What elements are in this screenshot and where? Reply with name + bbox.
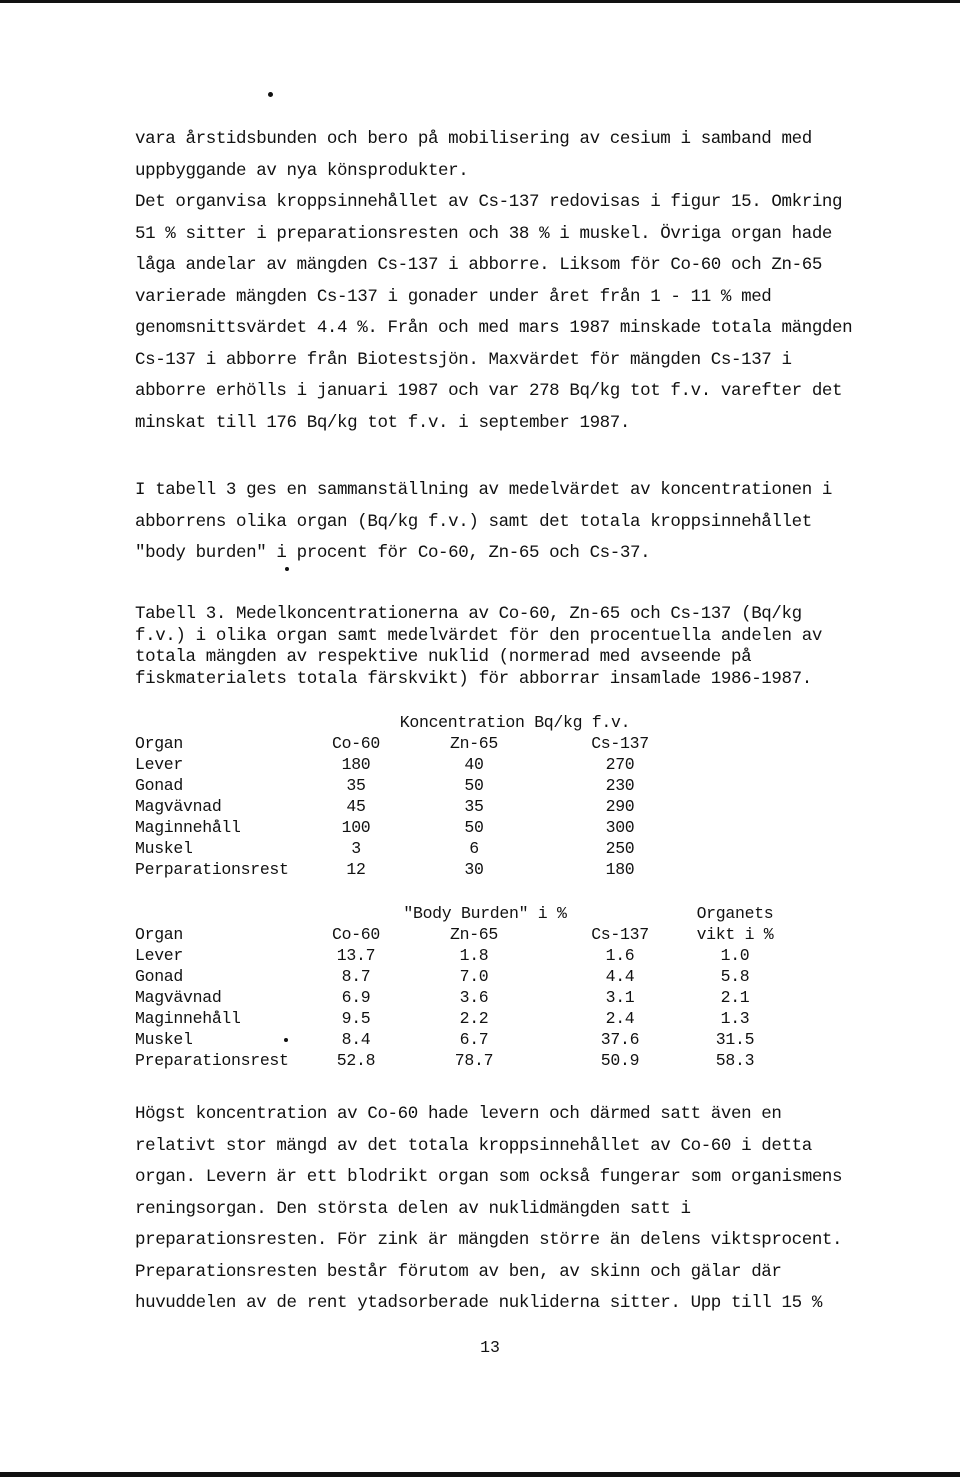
- table-cell: 50: [464, 818, 484, 837]
- table-row: [0, 987, 960, 1008]
- text-line: I tabell 3 ges en sammanställning av medelvärdet av koncentrationen i: [135, 480, 833, 500]
- table-cell: 230: [605, 776, 635, 795]
- table-cell: 6.7: [459, 1030, 489, 1049]
- table-cell: 250: [605, 839, 635, 858]
- column-header: Organ: [135, 925, 184, 944]
- table-header-row: [0, 924, 960, 945]
- table-cell: Lever: [135, 755, 184, 774]
- caption-line: f.v.) i olika organ samt medelvärdet för den procentuella andelen av: [135, 625, 822, 646]
- table-cell: 8.7: [341, 967, 371, 986]
- table-cell: Maginnehåll: [135, 1009, 241, 1028]
- table-cell: 180: [605, 860, 635, 879]
- paragraph-3: [135, 1099, 875, 1320]
- table-cell: 12: [346, 860, 366, 879]
- table-cell: 35: [464, 797, 484, 816]
- table-cell: Gonad: [135, 776, 184, 795]
- table-cell: 45: [346, 797, 366, 816]
- table-cell: 5.8: [720, 967, 750, 986]
- table-cell: 3.1: [605, 988, 635, 1007]
- table-caption: [135, 604, 875, 690]
- table-row: [0, 817, 960, 838]
- text-line: abborrens olika organ (Bq/kg f.v.) samt det totala kroppsinnehållet: [135, 511, 812, 532]
- table-cell: Perparationsrest: [135, 860, 289, 879]
- paragraph-1: [135, 124, 875, 439]
- table-cell: 40: [464, 755, 484, 774]
- table-cell: 30: [464, 860, 484, 879]
- table-cell: Muskel: [135, 839, 193, 858]
- column-header: Zn-65: [449, 734, 498, 753]
- table-cell: Preparationsrest: [135, 1051, 289, 1070]
- text-line: Preparationsresten består förutom av ben, av skinn och gälar där: [135, 1261, 782, 1282]
- table-cell: 270: [605, 755, 635, 774]
- table-row: [0, 1029, 960, 1050]
- text-line: minskat till 176 Bq/kg tot f.v. i september 1987.: [135, 412, 630, 433]
- table-cell: 1.3: [720, 1009, 750, 1028]
- column-header: Co-60: [331, 734, 380, 753]
- table-cell: 13.7: [336, 946, 376, 965]
- table-cell: 2.2: [459, 1009, 489, 1028]
- table-row: [0, 775, 960, 796]
- table-group-header-row: [0, 903, 960, 924]
- table-cell: 58.3: [715, 1051, 755, 1070]
- table-group-header-row: [0, 712, 960, 733]
- table-row: [0, 1050, 960, 1071]
- text-line: genomsnittsvärdet 4.4 %. Från och med mars 1987 minskade totala mängden: [135, 318, 853, 338]
- table-cell: Lever: [135, 946, 184, 965]
- table-cell: 50.9: [600, 1051, 640, 1070]
- table-cell: Magvävnad: [135, 797, 222, 816]
- text-line: organ. Levern är ett blodrikt organ som också fungerar som organismens: [135, 1167, 843, 1187]
- text-line: relativt stor mängd av det totala kroppsinnehållet av Co-60 i detta: [135, 1135, 812, 1156]
- table-cell: 2.1: [720, 988, 750, 1007]
- table-cell: 6.9: [341, 988, 371, 1007]
- table-row: [0, 859, 960, 880]
- table-cell: 290: [605, 797, 635, 816]
- table-cell: 300: [605, 818, 635, 837]
- column-header: Zn-65: [449, 925, 498, 944]
- table-cell: 35: [346, 776, 366, 795]
- stray-dot: [268, 92, 273, 97]
- text-line: uppbyggande av nya könsprodukter.: [135, 160, 469, 181]
- caption-line: totala mängden av respektive nuklid (normerad med avseende på: [135, 647, 752, 667]
- stray-dot: [285, 567, 289, 571]
- text-line: vara årstidsbunden och bero på mobilisering av cesium i samband med: [135, 129, 812, 149]
- table-cell: 78.7: [454, 1051, 494, 1070]
- column-header: Organ: [135, 734, 184, 753]
- table-row: [0, 796, 960, 817]
- table-cell: 4.4: [605, 967, 635, 986]
- text-line: preparationsresten. För zink är mängden större än delens viktsprocent.: [135, 1230, 843, 1250]
- group-header: Koncentration Bq/kg f.v.: [399, 713, 631, 732]
- table-cell: 100: [341, 818, 371, 837]
- table-row: [0, 1008, 960, 1029]
- table-cell: 8.4: [341, 1030, 371, 1049]
- column-header: Organets: [696, 904, 774, 923]
- table-cell: 1.0: [720, 946, 750, 965]
- column-header: Cs-137: [591, 734, 649, 753]
- group-header: "Body Burden" i %: [403, 904, 567, 923]
- table-cell: Gonad: [135, 967, 184, 986]
- text-line: reningsorgan. Den största delen av nuklidmängden satt i: [135, 1198, 691, 1219]
- table-cell: 1.8: [459, 946, 489, 965]
- table-row: [0, 966, 960, 987]
- paragraph-2: [135, 475, 875, 570]
- table-cell: 50: [464, 776, 484, 795]
- text-line: 51 % sitter i preparationsresten och 38 % i muskel. Övriga organ hade: [135, 223, 833, 244]
- text-line: huvuddelen av de rent ytadsorberade nukliderna sitter. Upp till 15 %: [135, 1293, 822, 1313]
- column-header: Cs-137: [591, 925, 649, 944]
- table-cell: 52.8: [336, 1051, 376, 1070]
- table-cell: Maginnehåll: [135, 818, 241, 837]
- text-line: Det organvisa kroppsinnehållet av Cs-137 redovisas i figur 15. Omkring: [135, 192, 843, 212]
- table-cell: 31.5: [715, 1030, 755, 1049]
- column-header: vikt i %: [696, 925, 774, 944]
- table-cell: 9.5: [341, 1009, 371, 1028]
- table-cell: 1.6: [605, 946, 635, 965]
- table-cell: 6: [469, 839, 479, 858]
- stray-dot: [284, 1038, 288, 1042]
- text-line: abborre erhölls i januari 1987 och var 278 Bq/kg tot f.v. varefter det: [135, 381, 843, 401]
- text-line: Cs-137 i abborre från Biotestsjön. Maxvärdet för mängden Cs-137 i: [135, 349, 792, 370]
- table-cell: 3.6: [459, 988, 489, 1007]
- text-line: Högst koncentration av Co-60 hade levern och därmed satt även en: [135, 1104, 782, 1124]
- table-header-row: [0, 733, 960, 754]
- page-number: 13: [480, 1338, 500, 1357]
- table-cell: Muskel: [135, 1030, 193, 1049]
- table-cell: 37.6: [600, 1030, 640, 1049]
- table-row: [0, 754, 960, 775]
- table-row: [0, 945, 960, 966]
- table-cell: Magvävnad: [135, 988, 222, 1007]
- table-cell: 2.4: [605, 1009, 635, 1028]
- table-cell: 3: [351, 839, 361, 858]
- column-header: Co-60: [331, 925, 380, 944]
- text-line: "body burden" i procent för Co-60, Zn-65 och Cs-37.: [135, 543, 651, 563]
- table-cell: 7.0: [459, 967, 489, 986]
- text-line: låga andelar av mängden Cs-137 i abborre. Liksom för Co-60 och Zn-65: [135, 255, 822, 275]
- table-cell: 180: [341, 755, 371, 774]
- caption-line: Tabell 3. Medelkoncentrationerna av Co-60, Zn-65 och Cs-137 (Bq/kg: [135, 604, 802, 624]
- caption-line: fiskmaterialets totala färskvikt) för abborrar insamlade 1986-1987.: [135, 668, 812, 689]
- table-row: [0, 838, 960, 859]
- text-line: varierade mängden Cs-137 i gonader under året från 1 - 11 % med: [135, 286, 772, 307]
